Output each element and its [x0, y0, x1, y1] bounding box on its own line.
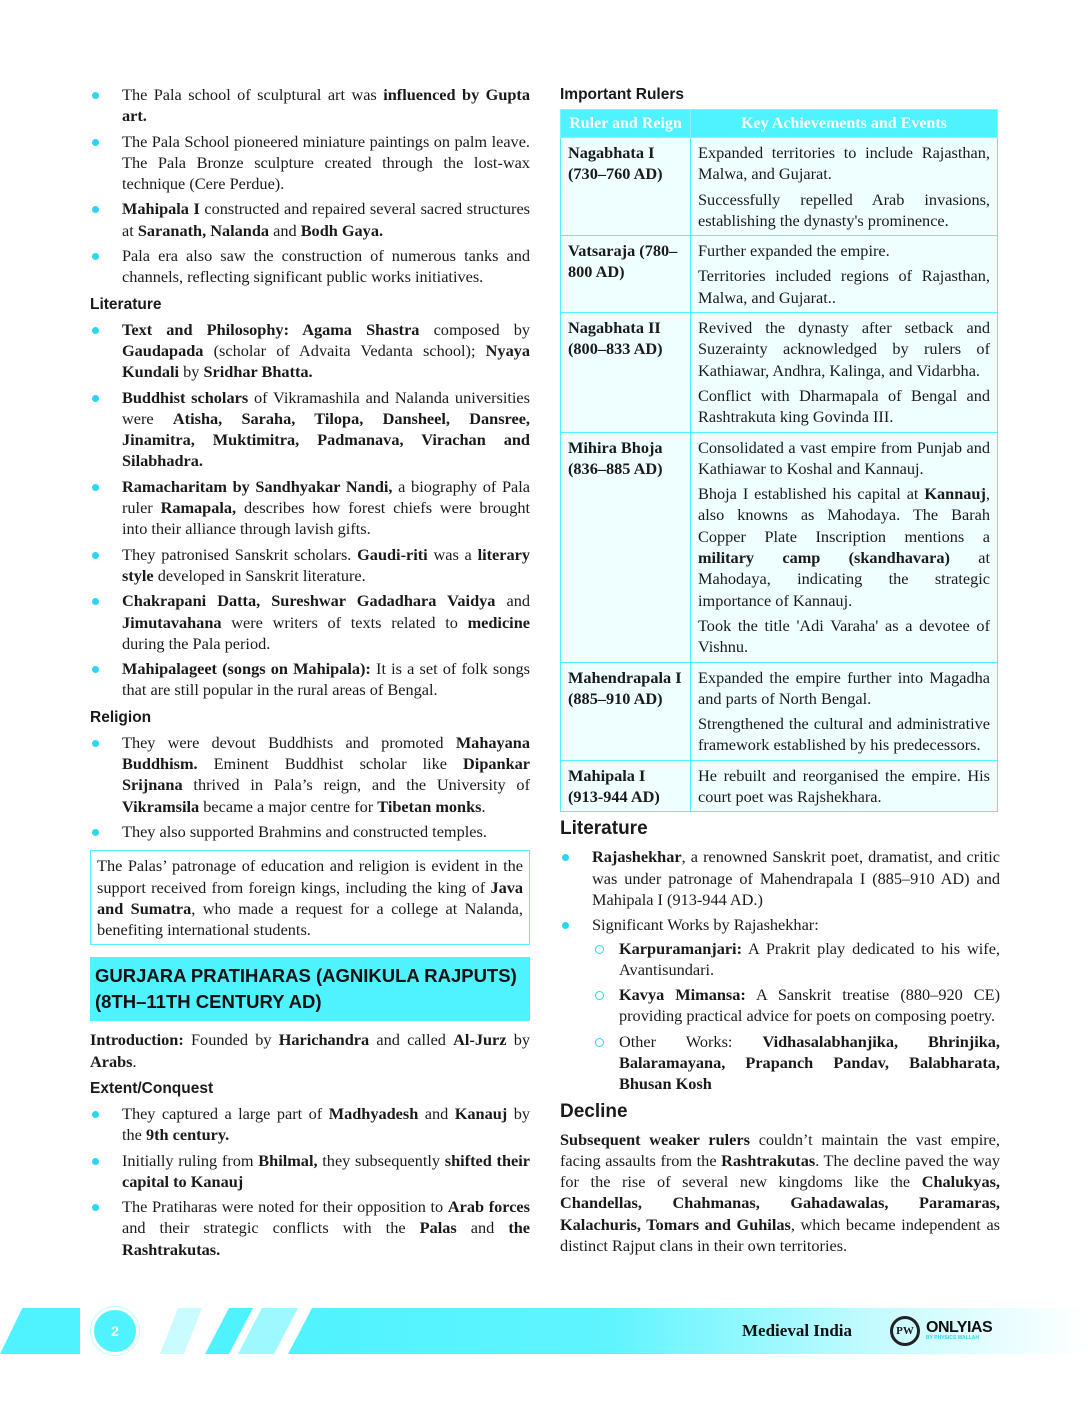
decline-heading: Decline [560, 1100, 628, 1122]
page-number: 2 [91, 1307, 139, 1355]
column-header-ruler: Ruler and Reign [561, 110, 691, 138]
bold-text: Rajashekhar [592, 847, 682, 867]
bold-text: literary style [122, 544, 530, 585]
brand-name: ONLYIAS [926, 1319, 993, 1336]
bold-text: Mahipalageet (songs on Mahipala): [122, 659, 371, 679]
bold-text: Mahayana Buddhism. [122, 732, 530, 774]
list-item: They captured a large part of Madhyadesh and Kanauj by the 9th century. [90, 1103, 530, 1146]
events-cell [691, 662, 998, 760]
footer-title: Medieval India [742, 1321, 853, 1340]
brand-subtitle: BY PHYSICS WALLAH [926, 1335, 979, 1341]
event-text: Consolidated a vast empire from Punjab and Kathiawar to Koshal and Kannauj. [698, 437, 990, 478]
bold-text: the Rashtrakutas. [122, 1218, 531, 1259]
list-item [560, 914, 1000, 1094]
event-text: He rebuilt and reorganised the empire. His court poet was Rajshekhara. [698, 765, 990, 807]
table-row [561, 760, 998, 812]
events-cell [691, 432, 998, 662]
event-text: Expanded the empire further into Magadha and parts of North Bengal. [698, 667, 990, 708]
ruler-cell: Nagabhata I (730–760 AD) [561, 138, 691, 236]
bold-text: Nyaya Kundali [122, 340, 530, 382]
pw-logo-icon: PW [890, 1316, 920, 1346]
ruler-cell: Mahipala I (913-944 AD) [561, 760, 691, 812]
list-item: They were devout Buddhists and promoted Mahayana Buddhism. Eminent Buddhist scholar like Dipankar Srijnana thrived in Pala’s reign, and the University of Vikramsila became a major centre for Tibetan monks. [90, 732, 530, 817]
list-item: The Pala school of sculptural art was influenced by Gupta art. [90, 84, 530, 127]
list-item: Text and Philosophy: Agama Shastra composed by Gaudapada (scholar of Advaita Vedanta school); Nyaya Kundali by Sridhar Bhatta. [90, 319, 530, 383]
table-row [561, 313, 998, 432]
bold-text: Atisha, Saraha, Tilopa, Dansheel, Dansree, Jinamitra, Muktimitra, Padmanava, Virachan and Silabhadra. [122, 408, 530, 471]
bold-text: Kannauj [924, 484, 986, 504]
event-text: Successfully repelled Arab invasions, establishing the dynasty's prominence. [698, 189, 990, 230]
table-row [561, 432, 998, 662]
religion-list [90, 732, 530, 842]
bold-text: Kavya Mimansa: [619, 985, 746, 1005]
bullet-text: Rajashekhar, a renowned Sanskrit poet, dramatist, and critic was under patronage of Mahendrapala I (885–910 AD) and Mahipala I (913-944 AD.) [592, 847, 1000, 909]
bold-text: Bhilmal, [258, 1150, 318, 1170]
ruler-cell: Nagabhata II (800–833 AD) [561, 313, 691, 432]
ruler-cell: Mahendrapala I (885–910 AD) [561, 662, 691, 760]
rulers-heading: Important Rulers [560, 86, 685, 103]
list-item: Buddhist scholars of Vikramashila and Nalanda universities were Atisha, Saraha, Tilopa, Dansheel, Dansree, Jinamitra, Muktimitra, Padmanava, Virachan and Silabhadra. [90, 387, 530, 472]
pala-art-list [90, 84, 530, 288]
list-item: The Pala School pioneered miniature paintings on palm leave. The Pala Bronze sculpture created through the lost-wax technique (Cere Perdue). [90, 131, 530, 195]
bold-text: Introduction: [90, 1030, 184, 1050]
bullet-text: Significant Works by Rajashekhar: [592, 915, 819, 935]
bold-text: Ramacharitam by Sandhyakar Nandi, [122, 476, 393, 496]
event-text: Bhoja I established his capital at Kannauj, also knowns as Mahodaya. The Barah Copper Plate Inscription mentions a military camp (skandhavara) at Mahodaya, indicating the strategic importance of Kannauj. [698, 484, 990, 610]
bold-text: Arab forces [447, 1197, 530, 1217]
right-column [560, 84, 1000, 1256]
rulers-table [560, 109, 998, 812]
bold-text: Sridhar Bhatta. [203, 362, 313, 382]
bold-text: influenced by Gupta art. [122, 85, 530, 126]
bold-text: Subsequent weaker rulers [560, 1129, 750, 1149]
bold-text: Vidhasalabhanjika, Bhrinjika, Balaramayana, Prapanch Pandav, Balabharata, Bhusan Kosh [619, 1031, 1000, 1094]
list-item: The Pratiharas were noted for their opposition to Arab forces and their strategic conflicts with the Palas and the Rashtrakutas. [90, 1196, 530, 1260]
bold-text: Al-Jurz [453, 1030, 507, 1050]
bold-text: Chakrapani Datta, Sureshwar Gadadhara Vaidya [122, 591, 496, 611]
religion-heading: Religion [90, 708, 152, 726]
section-banner: GURJARA PRATIHARAS (AGNIKULA RAJPUTS) (8TH–11TH CENTURY AD) [90, 957, 530, 1021]
decline-text: Subsequent weaker rulers couldn’t maintain the vast empire, facing assaults from the Rashtrakutas. The decline paved the way for the rise of several new kingdoms like the Chalukyas, Chandellas, Chahmanas, Gahadawalas, Paramaras, Kalachuris, Tomars and Guhilas, which became independent as distinct Rajput clans in their own territories. [560, 1129, 1001, 1256]
left-column [90, 84, 530, 1264]
bold-text: Gaudi-riti [357, 544, 428, 564]
extent-list [90, 1103, 530, 1260]
bold-text: Palas [419, 1218, 457, 1238]
list-item: Ramacharitam by Sandhyakar Nandi, a biography of Pala ruler Ramapala, describes how forest chiefs were brought into their alliance through lavish gifts. [90, 476, 530, 540]
bold-text: Java and Sumatra [97, 877, 523, 918]
events-cell [691, 138, 998, 236]
bold-text: 9th century. [145, 1125, 230, 1145]
bold-text: Buddhist scholars [122, 387, 249, 407]
list-item: Initially ruling from Bhilmal, they subsequently shifted their capital to Kanauj [90, 1150, 530, 1193]
introduction: Introduction: Founded by Harichandra and called Al-Jurz by Arabs. [90, 1030, 531, 1071]
rajashekhar-list [560, 846, 1000, 1094]
event-text: Expanded territories to include Rajasthan, Malwa, and Gujarat. [698, 143, 990, 184]
bold-text: medicine [467, 612, 530, 632]
bold-text: Saranath, Nalanda [137, 220, 270, 240]
events-cell [691, 313, 998, 432]
list-item: Mahipalageet (songs on Mahipala): It is a set of folk songs that are still popular in the rural areas of Bengal. [90, 658, 530, 701]
note-box [90, 850, 530, 945]
events-cell [691, 760, 998, 812]
literature-heading-right: Literature [560, 818, 648, 840]
bold-text: Gaudapada [122, 340, 204, 360]
brand-logo [926, 1319, 992, 1341]
event-text: Revived the dynasty after setback and Suzerainty acknowledged by rulers of Kathiawar, Andhra, Kalinga, and Vidarbha. [698, 318, 990, 380]
bold-text: Mahipala I [122, 199, 200, 219]
bold-text: Arabs [90, 1051, 133, 1071]
list-item: Chakrapani Datta, Sureshwar Gadadhara Vaidya and Jimutavahana were writers of texts related to medicine during the Pala period. [90, 590, 530, 654]
list-item: Mahipala I constructed and repaired several sacred structures at Saranath, Nalanda and Bodh Gaya. [90, 198, 530, 241]
table-row [561, 662, 998, 760]
ruler-cell: Mihira Bhoja (836–885 AD) [561, 432, 691, 662]
literature-list [90, 319, 530, 701]
event-text: Conflict with Dharmapala of Bengal and Rashtrakuta king Govinda III. [698, 385, 990, 427]
ruler-cell: Vatsaraja (780–800 AD) [561, 236, 691, 313]
bold-text: Bodh Gaya. [300, 220, 384, 240]
list-item: Kavya Mimansa: A Sanskrit treatise (880–920 CE) providing practical advice for poets on composing poetry. [592, 984, 1000, 1027]
bold-text: Dipankar Srijnana [122, 754, 530, 795]
list-item: Pala era also saw the construction of numerous tanks and channels, reflecting significant public works initiatives. [90, 245, 530, 288]
bold-text: Karpuramanjari: [619, 938, 742, 958]
works-list [592, 938, 1000, 1095]
bold-text: Ramapala, [160, 498, 237, 518]
bold-text: military camp (skandhavara) [698, 548, 950, 568]
literature-heading: Literature [90, 295, 162, 313]
list-item: They also supported Brahmins and constructed temples. [90, 821, 530, 842]
list-item: Other Works: Vidhasalabhanjika, Bhrinjika, Balaramayana, Prapanch Pandav, Balabharata, Bhusan Kosh [592, 1031, 1000, 1095]
event-text: Further expanded the empire. [698, 241, 890, 261]
bold-text: Chalukyas, Chandellas, Chahmanas, Gahadawalas, Paramaras, Kalachuris, Tomars and Guhilas [560, 1172, 1000, 1234]
bold-text: Madhyadesh [328, 1103, 419, 1123]
table-row [561, 138, 998, 236]
event-text: Took the title 'Adi Varaha' as a devotee of Vishnu. [698, 615, 990, 657]
events-cell [691, 236, 998, 313]
note-text: The Palas’ patronage of education and religion is evident in the support received from foreign kings, including the king of Java and Sumatra, who made a request for a college at Nalanda, benefiting international students. [97, 856, 523, 940]
page-footer [0, 1308, 1088, 1354]
list-item [560, 846, 1000, 910]
bold-text: Rashtrakutas [721, 1150, 816, 1170]
extent-heading: Extent/Conquest [90, 1079, 214, 1097]
bold-text: Kanauj [454, 1103, 508, 1123]
event-text: Strengthened the cultural and administrative framework established by his predecessors. [698, 714, 990, 755]
bold-text: Jimutavahana [122, 612, 222, 632]
bold-text: Harichandra [278, 1030, 370, 1050]
bold-text: Vikramsila [122, 796, 200, 816]
column-header-events: Key Achievements and Events [691, 110, 998, 138]
list-item: Karpuramanjari: A Prakrit play dedicated to his wife, Avantisundari. [592, 938, 1000, 981]
bold-text: Tibetan monks [377, 796, 482, 816]
table-row [561, 236, 998, 313]
event-text: Territories included regions of Rajasthan, Malwa, and Gujarat.. [698, 266, 990, 307]
list-item: They patronised Sanskrit scholars. Gaudi-riti was a literary style developed in Sanskrit literature. [90, 544, 530, 587]
footer-stripe [0, 1308, 80, 1354]
bold-text: shifted their capital to Kanauj [122, 1150, 531, 1191]
bold-text: Text and Philosophy: Agama Shastra [122, 319, 420, 339]
